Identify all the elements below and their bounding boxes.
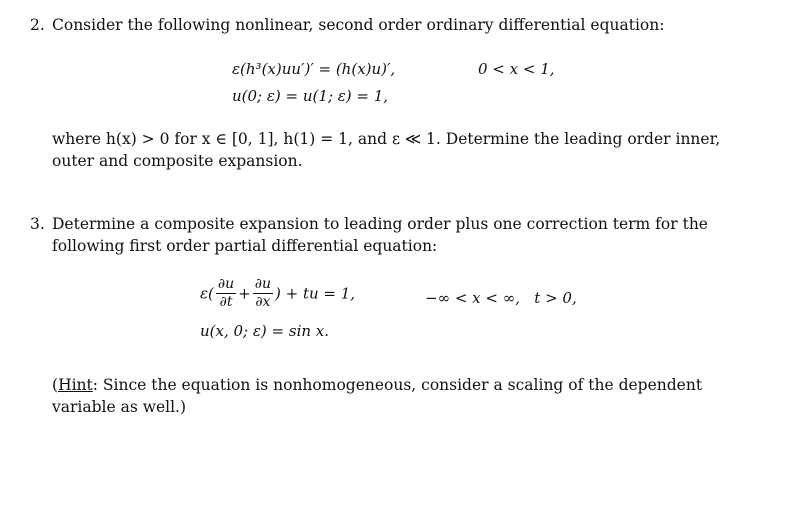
problem-2-heading	[30, 14, 770, 36]
problem-2-conditions	[52, 128, 756, 172]
hint-open-paren: (	[52, 376, 59, 394]
problem-3-hint	[52, 374, 756, 418]
problem-2-equation-1-lhs: ε(h³(x)uu′)′ = (h(x)u)′,	[232, 60, 396, 78]
problem-2-domain-text: 0 < x < 1,	[478, 60, 555, 78]
partial-u-partial-x-fraction	[253, 276, 273, 311]
problem-3-number: 3.	[30, 215, 45, 233]
hint-line-1	[52, 374, 756, 396]
problem-2-equation-2	[232, 87, 388, 105]
problem-3-heading	[30, 213, 770, 235]
problem-2-number: 2.	[30, 16, 45, 34]
problem-3-initial-condition: u(x, 0; ε) = sin x.	[200, 322, 330, 340]
problem-2-conditions-line-2: outer and composite expansion.	[52, 152, 303, 170]
epsilon-open-paren: ε(	[200, 284, 214, 303]
problem-3-statement-line-2	[52, 235, 756, 257]
plus-sign: +	[238, 284, 251, 303]
fraction-denominator-dt: ∂t	[219, 294, 233, 310]
hint-line-2: variable as well.)	[52, 398, 187, 416]
fraction-numerator-du-2: ∂u	[254, 276, 272, 292]
problem-3-domain-text: −∞ < x < ∞, t > 0,	[425, 289, 577, 307]
problem-3-equation-1-domain	[425, 289, 577, 307]
problem-2-boundary-conditions: u(0; ε) = u(1; ε) = 1,	[232, 87, 389, 105]
equation-remainder: ) + tu = 1,	[275, 284, 356, 303]
problem-2-conditions-line-1: where h(x) > 0 for x ∈ [0, 1], h(1) = 1, and ε ≪ 1. Determine the leading order inner,	[52, 130, 721, 148]
problem-2-statement: Consider the following nonlinear, second order ordinary differential equation:	[52, 16, 665, 34]
hint-label: Hint	[58, 376, 93, 394]
problem-3-statement-line-1: Determine a composite expansion to leading order plus one correction term for the	[52, 215, 708, 233]
partial-u-partial-t-fraction	[216, 276, 236, 311]
hint-line-1-text: : Since the equation is nonhomogeneous, consider a scaling of the dependent	[92, 376, 703, 394]
problem-2-equation-1	[232, 60, 395, 78]
problem-3-equation-2	[200, 322, 329, 340]
fraction-numerator-du: ∂u	[217, 276, 235, 292]
fraction-denominator-dx: ∂x	[255, 294, 271, 310]
problem-3-statement-line-2-text: following first order partial differential equation:	[52, 237, 438, 255]
problem-2-equation-1-domain	[478, 60, 555, 78]
problem-3-equation-1	[200, 276, 355, 311]
